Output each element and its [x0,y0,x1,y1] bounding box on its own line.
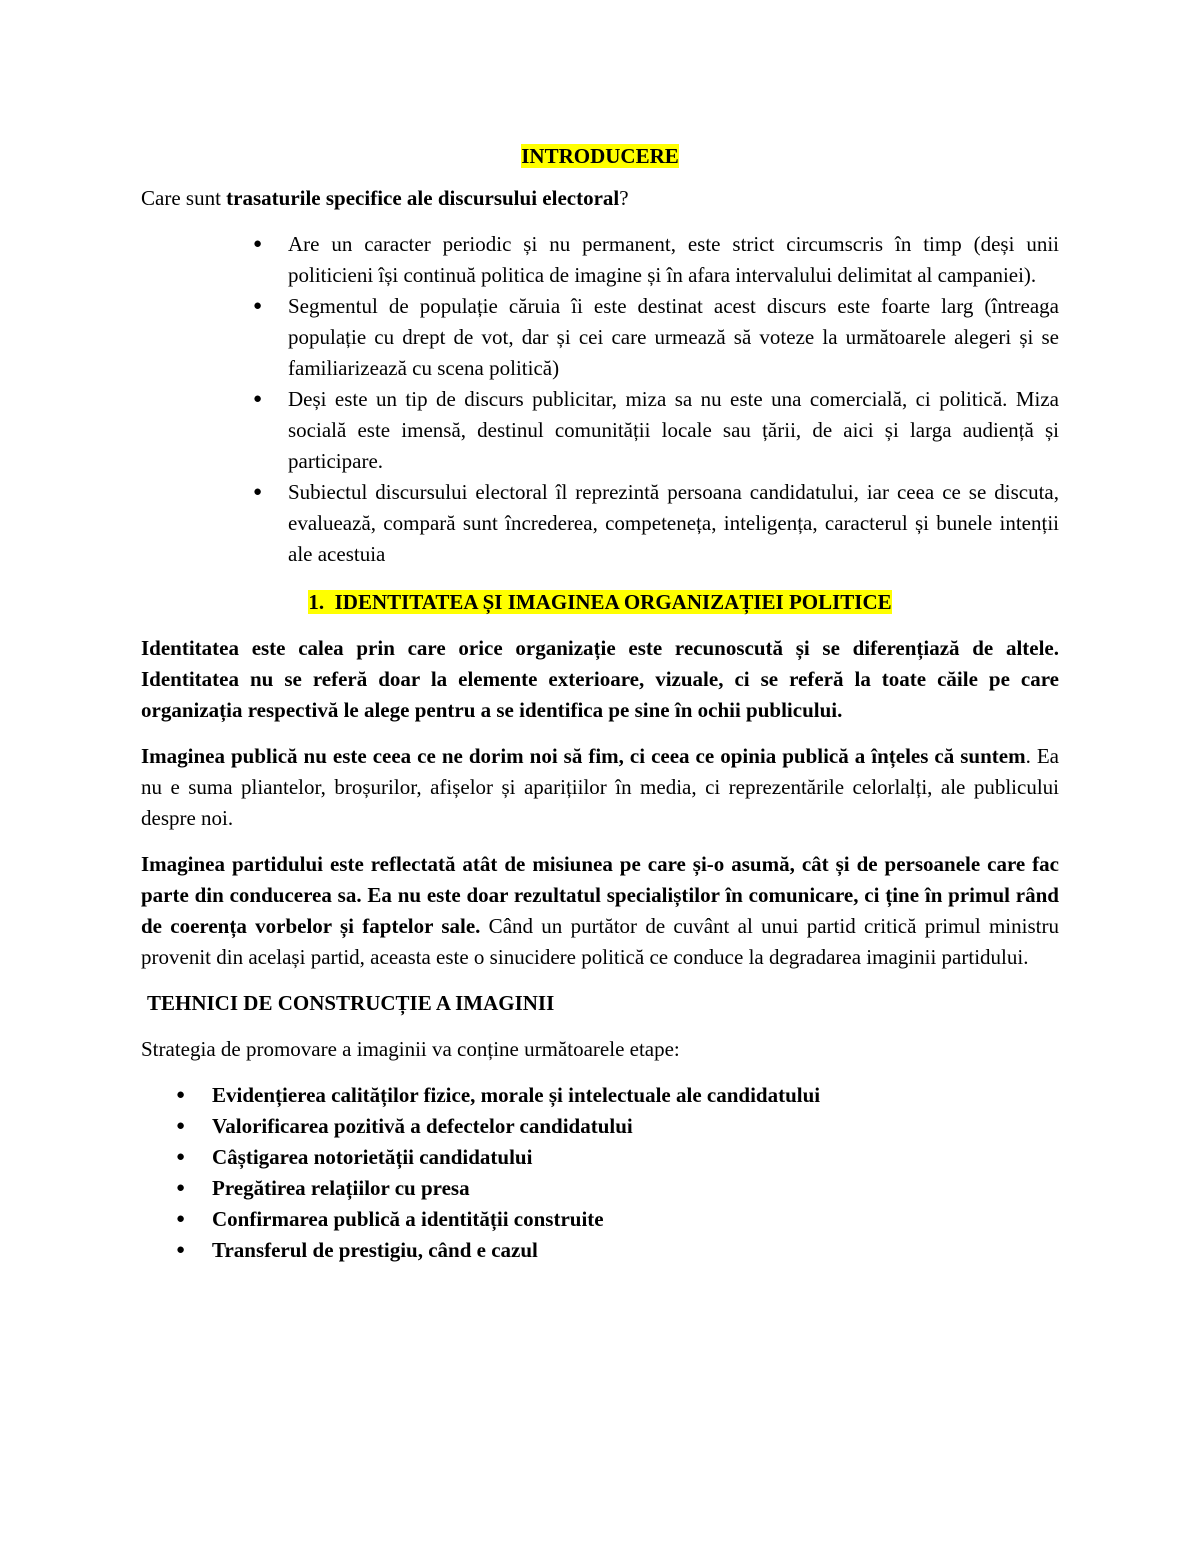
list-item-text: Valorificarea pozitivă a defectelor candidatului [212,1114,633,1138]
list-item [141,1204,1059,1235]
question-bold: trasaturile specifice ale discursului electoral [226,186,620,210]
list-item [141,1080,1059,1111]
bullet-icon: ● [253,236,263,252]
public-image-paragraph [141,741,1059,834]
paragraph-normal: Când un purtător de cuvânt al unui partid critică primul ministru provenit din același partid, aceasta este o sinucidere politică ce conduce la degradarea imaginii partidului. [141,914,1059,969]
list-item [141,1142,1059,1173]
list-item-text: Câștigarea notorietății candidatului [212,1145,533,1169]
page-title: INTRODUCERE [521,144,679,168]
bullet-icon: ● [176,1149,186,1165]
section-number: 1. [308,590,325,614]
paragraph-bold: Imaginea partidului este reflectată atât de misiunea pe care și-o asumă, cât și de persoanele care fac parte din conducerea sa. Ea nu este doar rezultatul specialiștilor în comunicare, ci ține în primul rând de coerența vorbelor și faptelor sale. [141,852,1059,938]
bullet-icon: ● [176,1087,186,1103]
subsection-heading: TEHNICI DE CONSTRUCȚIE A IMAGINII [147,991,555,1015]
list-item-text: Subiectul discursului electoral îl reprezintă persoana candidatului, iar ceea ce se discuta, evaluează, compară sunt încrederea, competeneța, inteligența, caracterul și bunele intenții ale acestuia [288,480,1059,566]
bullet-icon: ● [253,298,263,314]
paragraph-normal: . Ea nu e suma pliantelor, broșurilor, afișelor și aparițiilor în media, ci reprezentările celorlalți, ale publicului despre noi. [141,744,1059,830]
party-image-paragraph [141,849,1059,973]
heading-wrap [141,141,1059,172]
list-item-text: Segmentul de populație căruia îi este destinat acest discurs este foarte larg (întreaga populație cu drept de vot, dar și cei care urmează să voteze la următoarele alegeri și se familiarizează cu scena politică) [288,294,1059,380]
section-heading [141,587,1059,618]
bullet-icon: ● [176,1118,186,1134]
list-item-text: Deși este un tip de discurs publicitar, miza sa nu este una comercială, ci politică. Miza socială este imensă, destinul comunității locale sau țării, de aici și larga audiență și participare. [288,387,1059,473]
list-item [141,1111,1059,1142]
list-item [141,1235,1059,1266]
list-item [141,477,1059,570]
section-gap [324,590,335,614]
list-item [141,291,1059,384]
bullet-icon: ● [176,1211,186,1227]
strategy-intro: Strategia de promovare a imaginii va conține următoarele etape: [141,1037,680,1061]
bullet-icon: ● [253,484,263,500]
bullet-icon: ● [176,1242,186,1258]
bullet-icon: ● [176,1180,186,1196]
list-item [141,229,1059,291]
paragraph-bold: Imaginea publică nu este ceea ce ne dorim noi să fim, ci ceea ce opinia publică a înțeles că suntem [141,744,1026,768]
section-title: IDENTITATEA ȘI IMAGINEA ORGANIZAȚIEI POLITICE [334,590,892,614]
list-item-text: Transferul de prestigiu, când e cazul [212,1238,538,1262]
identity-paragraph: Identitatea este calea prin care orice organizație este recunoscută și se diferențiază de altele. Identitatea nu se referă doar la elemente exterioare, vizuale, ci se referă la toate căile pe care organizația respectivă le alege pentru a se identifica pe sine în ochii publicului. [141,636,1059,722]
list-item-text: Are un caracter periodic și nu permanent, este strict circumscris în timp (deși unii politicieni își continuă politica de imagine și în afara intervalului delimitat al campaniei). [288,232,1059,287]
intro-bullet-list [141,229,1059,570]
intro-question [141,183,1059,214]
list-item [141,384,1059,477]
question-prefix: Care sunt [141,186,227,210]
list-item [141,1173,1059,1204]
list-item-text: Pregătirea relațiilor cu presa [212,1176,470,1200]
strategy-bullet-list [141,1080,1059,1266]
list-item-text: Evidențierea calităților fizice, morale și intelectuale ale candidatului [212,1083,821,1107]
question-suffix: ? [619,186,629,210]
bullet-icon: ● [253,391,263,407]
list-item-text: Confirmarea publică a identității construite [212,1207,604,1231]
